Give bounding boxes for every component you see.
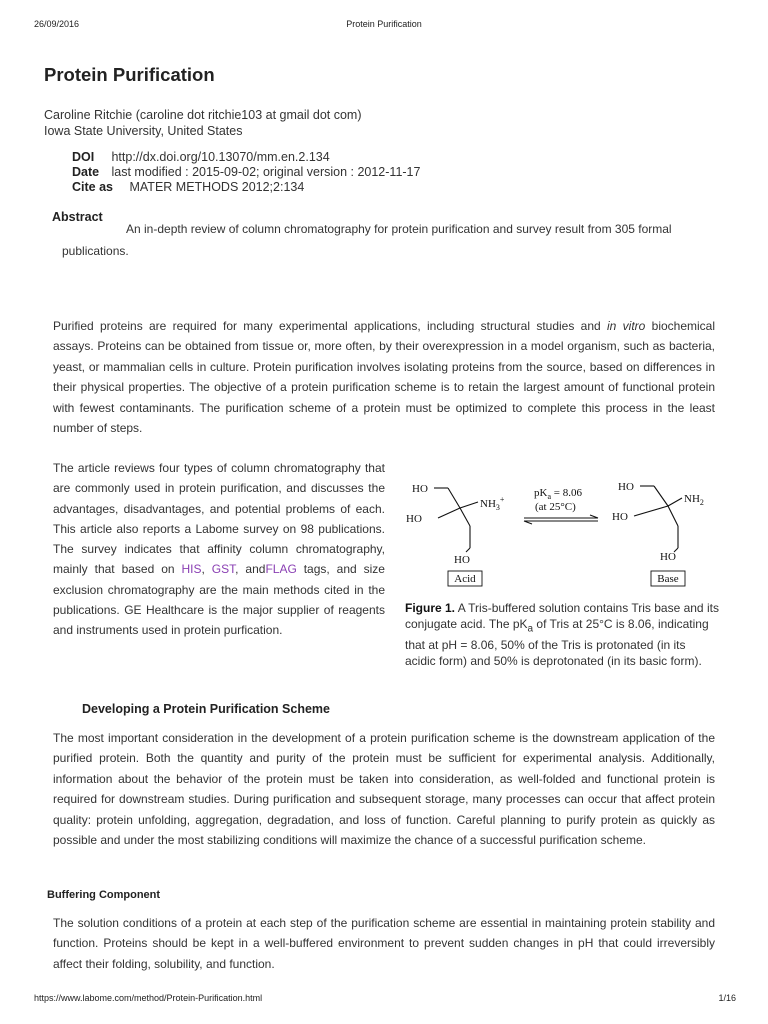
review-paragraph: [53, 458, 385, 641]
temperature-label: (at 25°C): [535, 501, 576, 513]
intro-text-italic: in vitro: [607, 319, 646, 333]
review-text-a: The article reviews four types of column chromatography that are commonly used in protein purification, and discusses the advantages, disadvantages, and potential problems of each. This article also reports a Labome survey on 98 publications. The survey indicates that affinity column chromatography, mainly that based on: [53, 461, 385, 577]
figure-caption-label: Figure 1.: [405, 601, 456, 615]
buffer-paragraph: The solution conditions of a protein at each step of the purification scheme are essential in maintaining protein stability and function. Proteins should be kept in a well-buffered environment to prevent sudden changes in pH that could irreversibly affect their folding, solubility, and function.: [53, 916, 715, 971]
pka-label: $pK_a = 8.06$: [534, 487, 582, 501]
cite-value: MATER METHODS 2012;2:134: [129, 180, 305, 194]
doi-row: [72, 150, 420, 165]
base-nh2: $NH_2$: [684, 493, 704, 507]
section-heading-buffer: Buffering Component: [47, 889, 161, 901]
acid-ho-mid: HO: [406, 513, 422, 525]
acid-ho-top: HO: [412, 483, 428, 495]
review-sep-1: ,: [201, 562, 212, 577]
flag-link[interactable]: FLAG: [265, 562, 297, 577]
print-page-number: 1/16: [718, 993, 736, 1003]
abstract-label: Abstract: [52, 210, 103, 224]
author-name: Caroline Ritchie (caroline dot ritchie103 at gmail dot com): [44, 108, 362, 122]
print-header-title: Protein Purification: [346, 19, 422, 29]
acid-nh3: $NH_3^+$: [480, 495, 505, 512]
base-structure: [634, 486, 682, 552]
abstract-text: An in-depth review of column chromatography for protein purification and survey result from 305 formal publications.: [62, 222, 672, 258]
page-title: Protein Purification: [44, 64, 215, 85]
date-row: [72, 165, 420, 180]
acid-structure: [434, 488, 478, 552]
base-ho-bottom: HO: [660, 551, 676, 563]
cite-row: [72, 180, 420, 195]
article-meta: [72, 150, 420, 195]
review-text-b: tags, and size exclusion chromatography are the main methods cited in the publications. GE Healthcare is the major supplier of reagents and instruments used in protein purfication.: [53, 562, 385, 638]
intro-text-a: Purified proteins are required for many experimental applications, including structural studies and: [53, 319, 607, 333]
figure-caption: [405, 600, 719, 669]
scheme-paragraph: The most important consideration in the development of a protein purification scheme is the downstream application of the purified protein. Both the quantity and purity of the protein must be sufficient for experimental analysis. Additionally, information about the behavior of the protein must be taken into consideration, as well-folded and functional protein is required for downstream studies. During purification and subsequent storage, many processes can occur that affect protein quality: protein unfolding, aggregation, degradation, and loss of function. Careful planning to purify protein as quickly as possible and under the most stabilizing conditions will maximize the chance of a successful purification scheme.: [53, 731, 715, 848]
section-heading-scheme: Developing a Protein Purification Scheme: [82, 702, 330, 716]
base-label: Base: [657, 573, 679, 585]
equilibrium-arrows: [524, 515, 598, 524]
intro-paragraph: [53, 316, 715, 438]
review-sep-2: , and: [235, 562, 266, 577]
date-label: Date: [72, 165, 100, 179]
figure-caption-text-a: A Tris-buffered solution contains Tris base and its conjugate acid. The pK: [405, 601, 719, 631]
author-block: [44, 107, 362, 139]
print-footer-url: https://www.labome.com/method/Protein-Purification.html: [34, 993, 263, 1003]
acid-ho-bottom: HO: [454, 554, 470, 566]
intro-text-b: biochemical assays. Proteins can be obtained from tissue or, more often, by their overexpression in a model organism, such as bacteria, yeast, or mammalian cells in culture. Protein purification involves isolating proteins from the source, based on differences in their physical properties. The objective of a protein purification scheme is to retain the largest amount of functional protein with fewest contaminants. The purification scheme of a protein must be optimized to complete this process in the least number of steps.: [53, 319, 716, 436]
figure-caption-sub: a: [527, 623, 534, 635]
cite-label: Cite as: [72, 180, 113, 194]
date-value: last modified : 2015-09-02; original version : 2012-11-17: [111, 165, 421, 179]
doi-label: DOI: [72, 150, 95, 164]
tris-figure: [402, 474, 718, 592]
acid-label: Acid: [454, 573, 476, 585]
figure-caption-text-b: of Tris at 25°C is 8.06, indicating that at pH = 8.06, 50% of the Tris is protonated (in its acidic form) and 50% is deprotonated (in its basic form).: [405, 617, 709, 669]
base-ho-top: HO: [618, 481, 634, 493]
doi-link[interactable]: http://dx.doi.org/10.13070/mm.en.2.134: [111, 150, 330, 164]
base-ho-mid: HO: [612, 511, 628, 523]
gst-link[interactable]: GST: [211, 562, 236, 577]
print-date: 26/09/2016: [34, 19, 80, 29]
his-link[interactable]: HIS: [181, 562, 202, 577]
author-affiliation: Iowa State University, United States: [44, 124, 243, 138]
